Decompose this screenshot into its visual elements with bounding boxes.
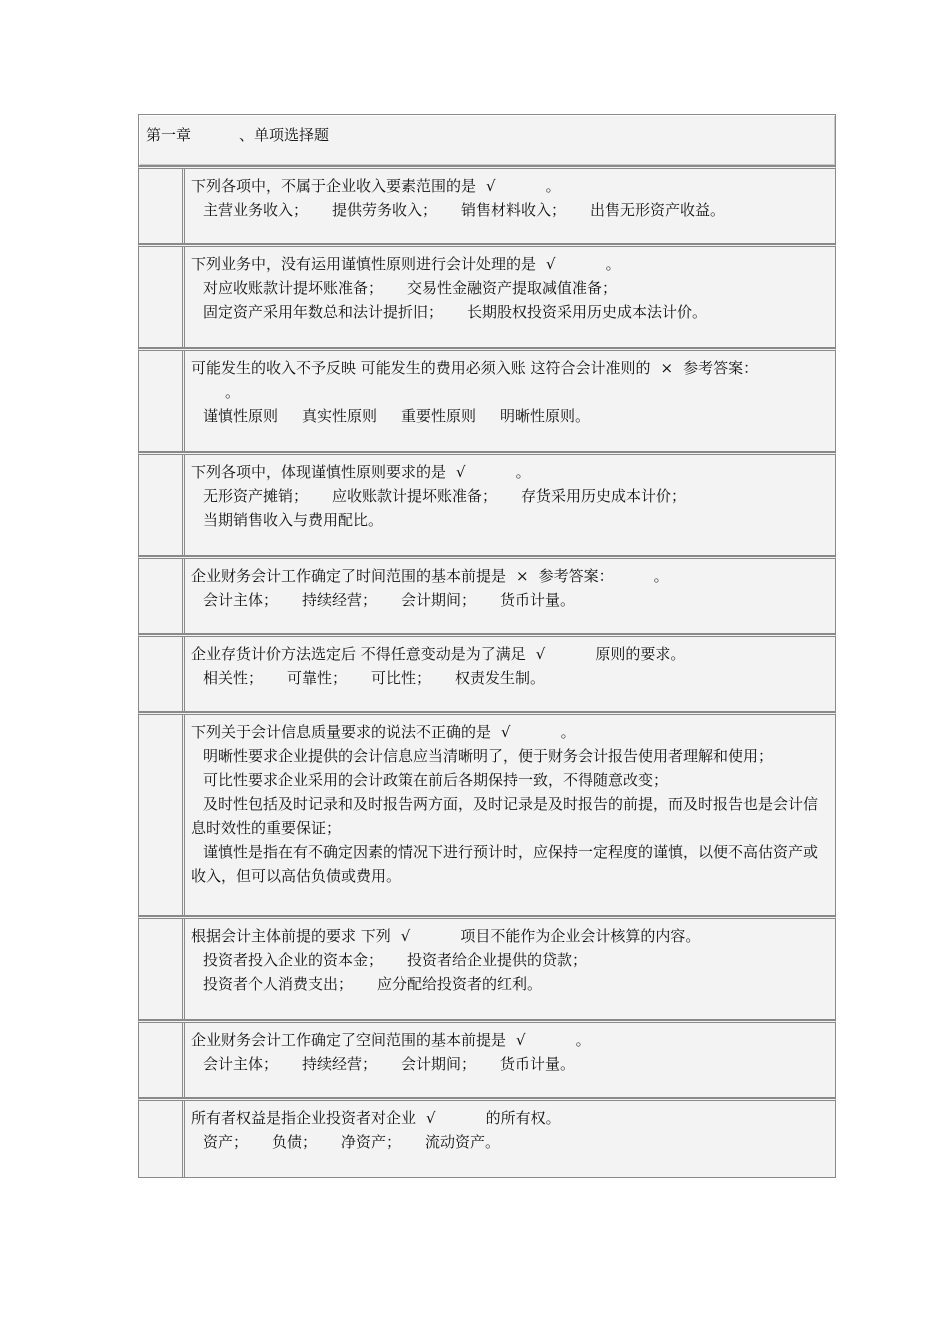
option: 资产； (203, 1133, 249, 1151)
option: 应收账款计提坏账准备； (332, 487, 498, 505)
option: 投资者个人消费支出； (203, 975, 354, 993)
question-stem: 企业存货计价方法选定后 不得任意变动是为了满足 √ 原则的要求。 (191, 642, 835, 666)
question-body (185, 559, 835, 633)
question-row (138, 348, 836, 452)
option: 出售无形资产收益。 (590, 201, 726, 219)
option: 可比性； (371, 669, 432, 687)
question-stem: 下列各项中，不属于企业收入要素范围的是 √ 。 (191, 174, 835, 198)
question-row (138, 1098, 836, 1178)
option: 负债； (272, 1133, 318, 1151)
option-paragraph: 及时性包括及时记录和及时报告两方面，及时记录是及时报告的前提，而及时报告也是会计信息时效性的重要保证； (191, 795, 819, 837)
question-row (138, 634, 836, 712)
question-body (185, 455, 835, 555)
question-row (138, 556, 836, 634)
question-number-cell (139, 455, 185, 555)
option: 重要性原则 (401, 407, 477, 425)
option: 净资产； (341, 1133, 402, 1151)
option: 主营业务收入； (203, 201, 309, 219)
question-number-cell (139, 351, 185, 451)
option: 真实性原则 (302, 407, 378, 425)
option: 销售材料收入； (461, 201, 567, 219)
option: 货币计量。 (500, 1055, 576, 1073)
chapter-header (138, 114, 836, 166)
question-row (138, 712, 836, 916)
question-stem: 所有者权益是指企业投资者对企业 √ 的所有权。 (191, 1106, 835, 1130)
question-body (185, 919, 835, 1019)
question-sheet (138, 114, 836, 1178)
option: 交易性金融资产提取减值准备； (407, 279, 618, 297)
option: 对应收账款计提坏账准备； (203, 279, 384, 297)
question-row (138, 916, 836, 1020)
question-stem: 可能发生的收入不予反映 可能发生的费用必须入账 这符合会计准则的 × 参考答案： (191, 356, 835, 380)
option: 应分配给投资者的红利。 (377, 975, 543, 993)
question-body (185, 715, 835, 915)
question-number-cell (139, 559, 185, 633)
option-line (191, 1052, 835, 1076)
question-row (138, 244, 836, 348)
question-body (185, 169, 835, 243)
section-title: 、单项选择题 (239, 126, 330, 144)
answer-mark: √ (456, 463, 466, 481)
question-stem: 下列各项中，体现谨慎性原则要求的是 √ 。 (191, 460, 835, 484)
option: 投资者投入企业的资本金； (203, 951, 384, 969)
option-line (191, 198, 835, 222)
answer-mark: √ (546, 255, 556, 273)
option: 长期股权投资采用历史成本法计价。 (467, 303, 708, 321)
answer-mark: × (516, 567, 529, 585)
question-body (185, 637, 835, 711)
option: 会计期间； (401, 591, 477, 609)
option-line (191, 588, 835, 612)
option: 当期销售收入与费用配比。 (203, 511, 384, 529)
answer-mark: √ (486, 177, 496, 195)
question-body (185, 351, 835, 451)
question-stem: 企业财务会计工作确定了空间范围的基本前提是 √ 。 (191, 1028, 835, 1052)
option: 会计主体； (203, 1055, 279, 1073)
option: 投资者给企业提供的贷款； (407, 951, 588, 969)
option: 存货采用历史成本计价； (521, 487, 687, 505)
question-body (185, 247, 835, 347)
question-stem: 根据会计主体前提的要求 下列 √ 项目不能作为企业会计核算的内容。 (191, 924, 835, 948)
option: 会计主体； (203, 591, 279, 609)
question-number-cell (139, 637, 185, 711)
option: 提供劳务收入； (332, 201, 438, 219)
question-row (138, 166, 836, 244)
option-line (191, 508, 835, 532)
option-line (191, 1130, 835, 1154)
option-line (191, 300, 835, 324)
option-paragraph: 可比性要求企业采用的会计政策在前后各期保持一致，不得随意改变； (203, 771, 669, 789)
answer-mark: √ (400, 927, 411, 945)
option-paragraph: 明晰性要求企业提供的会计信息应当清晰明了，便于财务会计报告使用者理解和使用； (203, 747, 774, 765)
option: 权责发生制。 (455, 669, 546, 687)
answer-mark: √ (501, 723, 511, 741)
option-line (191, 948, 835, 972)
question-number-cell (139, 169, 185, 243)
option: 可靠性； (287, 669, 348, 687)
option-paragraph: 谨慎性是指在有不确定因素的情况下进行预计时，应保持一定程度的谨慎，以便不高估资产或收入，但可以高估负债或费用。 (191, 843, 819, 885)
option: 持续经营； (302, 1055, 378, 1073)
question-row (138, 1020, 836, 1098)
question-body (185, 1101, 835, 1177)
option-line (191, 484, 835, 508)
answer-mark: × (660, 359, 674, 377)
option: 流动资产。 (425, 1133, 501, 1151)
option: 明晰性原则。 (500, 407, 591, 425)
option: 相关性； (203, 669, 264, 687)
option-line (191, 972, 835, 996)
question-stem: 下列关于会计信息质量要求的说法不正确的是 √ 。 (191, 720, 831, 744)
option: 固定资产采用年数总和法计提折旧； (203, 303, 444, 321)
option-line (191, 404, 835, 428)
option: 无形资产摊销； (203, 487, 309, 505)
question-number-cell (139, 1023, 185, 1097)
question-stem: 下列业务中，没有运用谨慎性原则进行会计处理的是 √ 。 (191, 252, 835, 276)
option: 会计期间； (401, 1055, 477, 1073)
question-row (138, 452, 836, 556)
option: 持续经营； (302, 591, 378, 609)
question-number-cell (139, 715, 185, 915)
option-line (191, 276, 835, 300)
answer-mark: √ (535, 645, 546, 663)
option-line (191, 666, 835, 690)
answer-mark: √ (426, 1109, 436, 1127)
answer-placeholder: 。 (225, 383, 241, 401)
chapter-title: 第一章 (146, 126, 192, 144)
option: 谨慎性原则 (203, 407, 279, 425)
question-number-cell (139, 919, 185, 1019)
question-body (185, 1023, 835, 1097)
question-number-cell (139, 1101, 185, 1177)
answer-mark: √ (516, 1031, 526, 1049)
option: 货币计量。 (500, 591, 576, 609)
question-number-cell (139, 247, 185, 347)
question-stem: 企业财务会计工作确定了时间范围的基本前提是 × 参考答案： 。 (191, 564, 835, 588)
